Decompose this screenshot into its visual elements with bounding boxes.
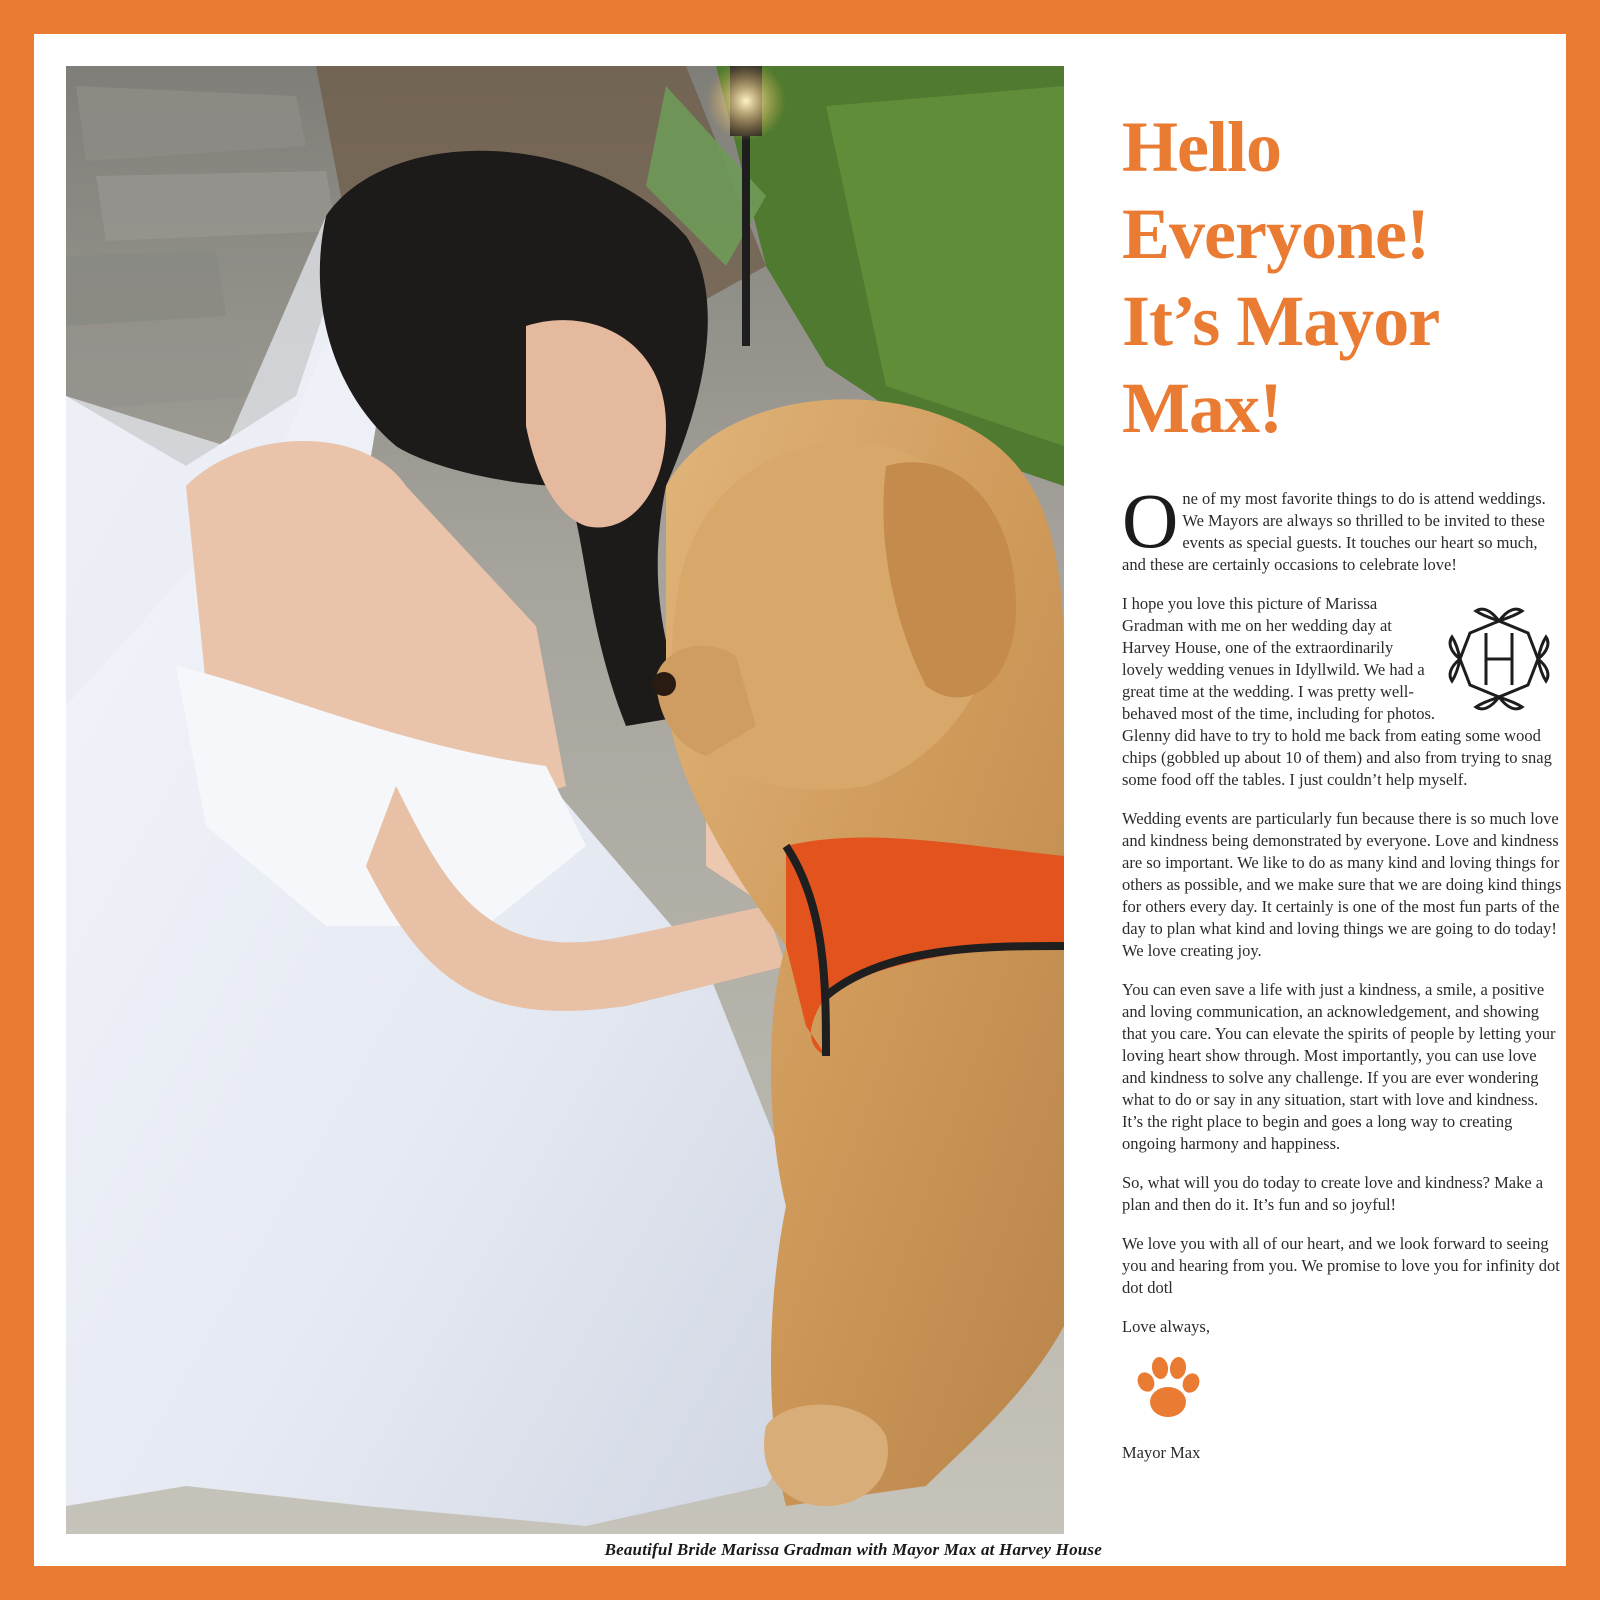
paragraph-2: [1122, 593, 1562, 791]
newsletter-page: [34, 34, 1566, 1566]
paragraph-5: So, what will you do today to create love and kindness? Make a plan and then do it. It’s fun and so joyful!: [1122, 1173, 1544, 1214]
closing-text: Love always,: [1122, 1317, 1210, 1336]
drop-cap: O: [1122, 477, 1179, 564]
photo-caption: Beautiful Bride Marissa Gradman with Mayor Max at Harvey House: [604, 1540, 1102, 1559]
harvey-house-logo-icon: [1446, 603, 1552, 715]
headline-line-4: Max!: [1122, 368, 1282, 448]
article-body: [1122, 477, 1562, 1464]
paragraph-6: We love you with all of our heart, and we look forward to seeing you and hearing from you. We promise to love you for infinity dot dot dotl: [1122, 1234, 1560, 1297]
headline: [1122, 104, 1562, 452]
paragraph-1: [1122, 477, 1562, 576]
signature: Mayor Max: [1122, 1443, 1201, 1462]
paragraph-3: Wedding events are particularly fun because there is so much love and kindness being demonstrated by everyone. Love and kindness are so important. We like to do as many kind and loving things for others as possible, and we make sure that we are doing kind things for others every day. It certainly is one of the most fun parts of the day to plan what kind and loving things we are going to do today! We love creating joy.: [1122, 809, 1562, 960]
paragraph-4: You can even save a life with just a kindness, a smile, a positive and loving communication, an acknowledgement, and showing that you care. You can elevate the spirits of people by letting your loving heart show through. Most importantly, you can use love and kindness to solve any challenge. If you are ever wondering what to do or say in any situation, start with love and kindness. It’s the right place to begin and goes a long way to creating ongoing harmony and happiness.: [1122, 980, 1556, 1153]
article-column: [1122, 104, 1562, 1464]
signoff: [1122, 1316, 1562, 1464]
headline-line-2: Everyone!: [1122, 194, 1429, 274]
headline-line-3: It’s Mayor: [1122, 281, 1440, 361]
wedding-photo: [66, 66, 1064, 1534]
paragraph-2-text: I hope you love this picture of Marissa Gradman with me on her wedding day at Harvey House, one of the extraordinarily lovely wedding venues in Idyllwild. We had a great time at the wedding. I was pretty well-behaved most of the time, including for photos. Glenny did have to try to hold me back from eating some wood chips (gobbled up about 10 of them) and also from trying to snag some food off the tables. I just couldn’t help myself.: [1122, 594, 1552, 789]
paragraph-1-text: ne of my most favorite things to do is attend weddings. We Mayors are always so thrilled to be invited to these events as special guests. It touches our heart so much, and these are certainly occasions to celebrate love!: [1122, 489, 1546, 574]
paw-print-icon: [1128, 1348, 1208, 1428]
headline-line-1: Hello: [1122, 107, 1281, 187]
photo-illustration: [66, 66, 1064, 1534]
